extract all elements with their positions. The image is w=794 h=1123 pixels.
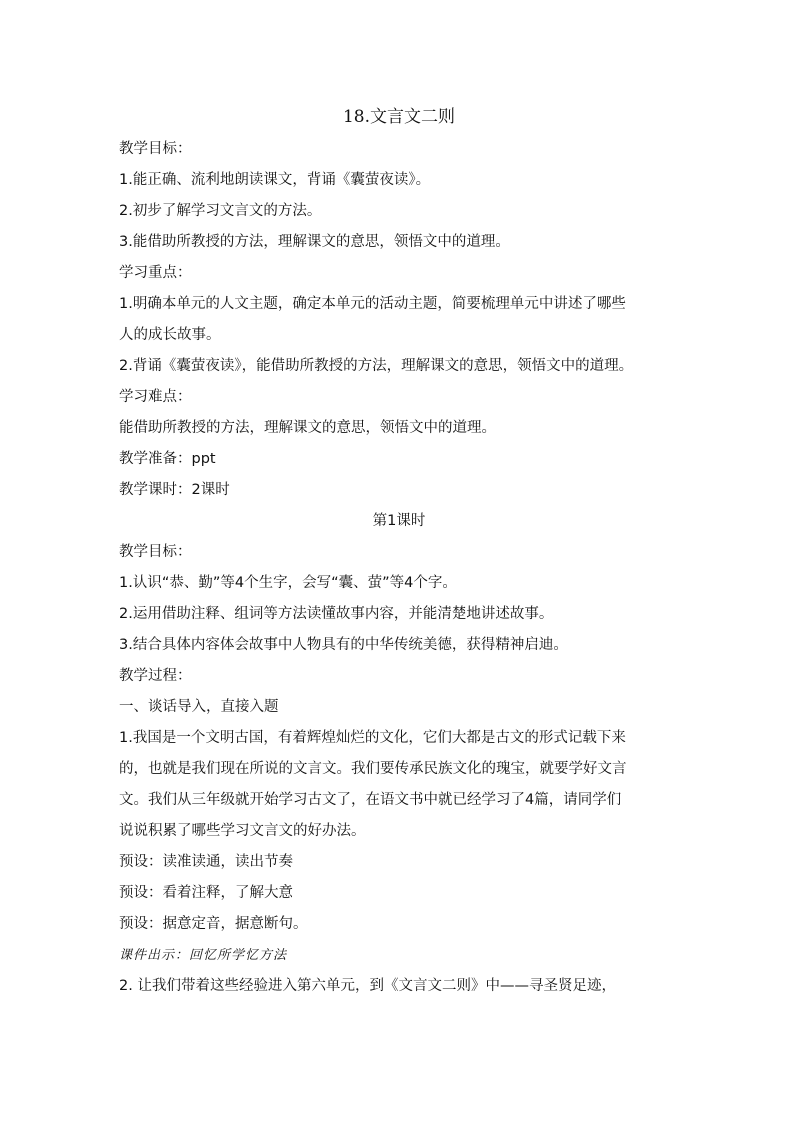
paragraph-line: 1.能正确、流利地朗读课文，背诵《囊萤夜读》。 — [119, 172, 431, 188]
paragraph-line: 说说积累了哪些学习文言文的好办法。 — [119, 823, 366, 839]
section-heading-teaching-goals: 教学目标： — [119, 544, 192, 560]
paragraph-line: 能借助所教授的方法，理解课文的意思，领悟文中的道理。 — [119, 420, 496, 436]
paragraph-line: 的，也就是我们现在所说的文言文。我们要传承民族文化的瑰宝，就要学好文言 — [119, 761, 627, 777]
section-heading-difficulties: 学习难点： — [119, 389, 192, 405]
paragraph-line: 人的成长故事。 — [119, 327, 221, 343]
section-heading-process: 教学过程： — [119, 668, 192, 684]
paragraph-line: 2. 让我们带着这些经验进入第六单元，到《文言文二则》中——寻圣贤足迹， — [119, 978, 616, 994]
paragraph-line: 1.明确本单元的人文主题，确定本单元的活动主题，简要梳理单元中讲述了哪些 — [119, 296, 626, 312]
paragraph-line: 教学课时：2课时 — [119, 482, 230, 498]
paragraph-line: 教学准备：ppt — [119, 451, 216, 467]
courseware-note: 课件出示：回忆所学忆方法 — [119, 948, 288, 963]
paragraph-line: 1.我国是一个文明古国，有着辉煌灿烂的文化，它们大都是古文的形式记载下来 — [119, 730, 626, 746]
paragraph-line: 预设：读准读通，读出节奏 — [119, 854, 293, 870]
document-title: 18.文言文二则 — [342, 107, 456, 127]
document-body — [119, 101, 679, 1002]
paragraph-line: 2.背诵《囊萤夜读》，能借助所教授的方法，理解课文的意思，领悟文中的道理。 — [119, 358, 634, 374]
paragraph-line: 文。我们从三年级就开始学习古文了，在语文书中就已经学习了4篇，请同学们 — [119, 792, 622, 808]
paragraph-line: 一、谈话导入，直接入题 — [119, 699, 279, 715]
paragraph-line: 1.认识“恭、勤”等4个生字，会写“囊、萤”等4个字。 — [119, 575, 457, 591]
paragraph-line: 预设：看着注释，了解大意 — [119, 885, 293, 901]
paragraph-line: 3.能借助所教授的方法，理解课文的意思，领悟文中的道理。 — [119, 234, 510, 250]
paragraph-line: 3.结合具体内容体会故事中人物具有的中华传统美德，获得精神启迪。 — [119, 637, 568, 653]
section-heading-key-points: 学习重点： — [119, 265, 192, 281]
paragraph-line: 预设：据意定音，据意断句。 — [119, 916, 308, 932]
section-heading-teaching-goals: 教学目标： — [119, 141, 192, 157]
paragraph-line: 2.运用借助注释、组词等方法读懂故事内容，并能清楚地讲述故事。 — [119, 606, 554, 622]
paragraph-line: 2.初步了解学习文言文的方法。 — [119, 203, 322, 219]
lesson-period-heading: 第1课时 — [372, 513, 426, 529]
